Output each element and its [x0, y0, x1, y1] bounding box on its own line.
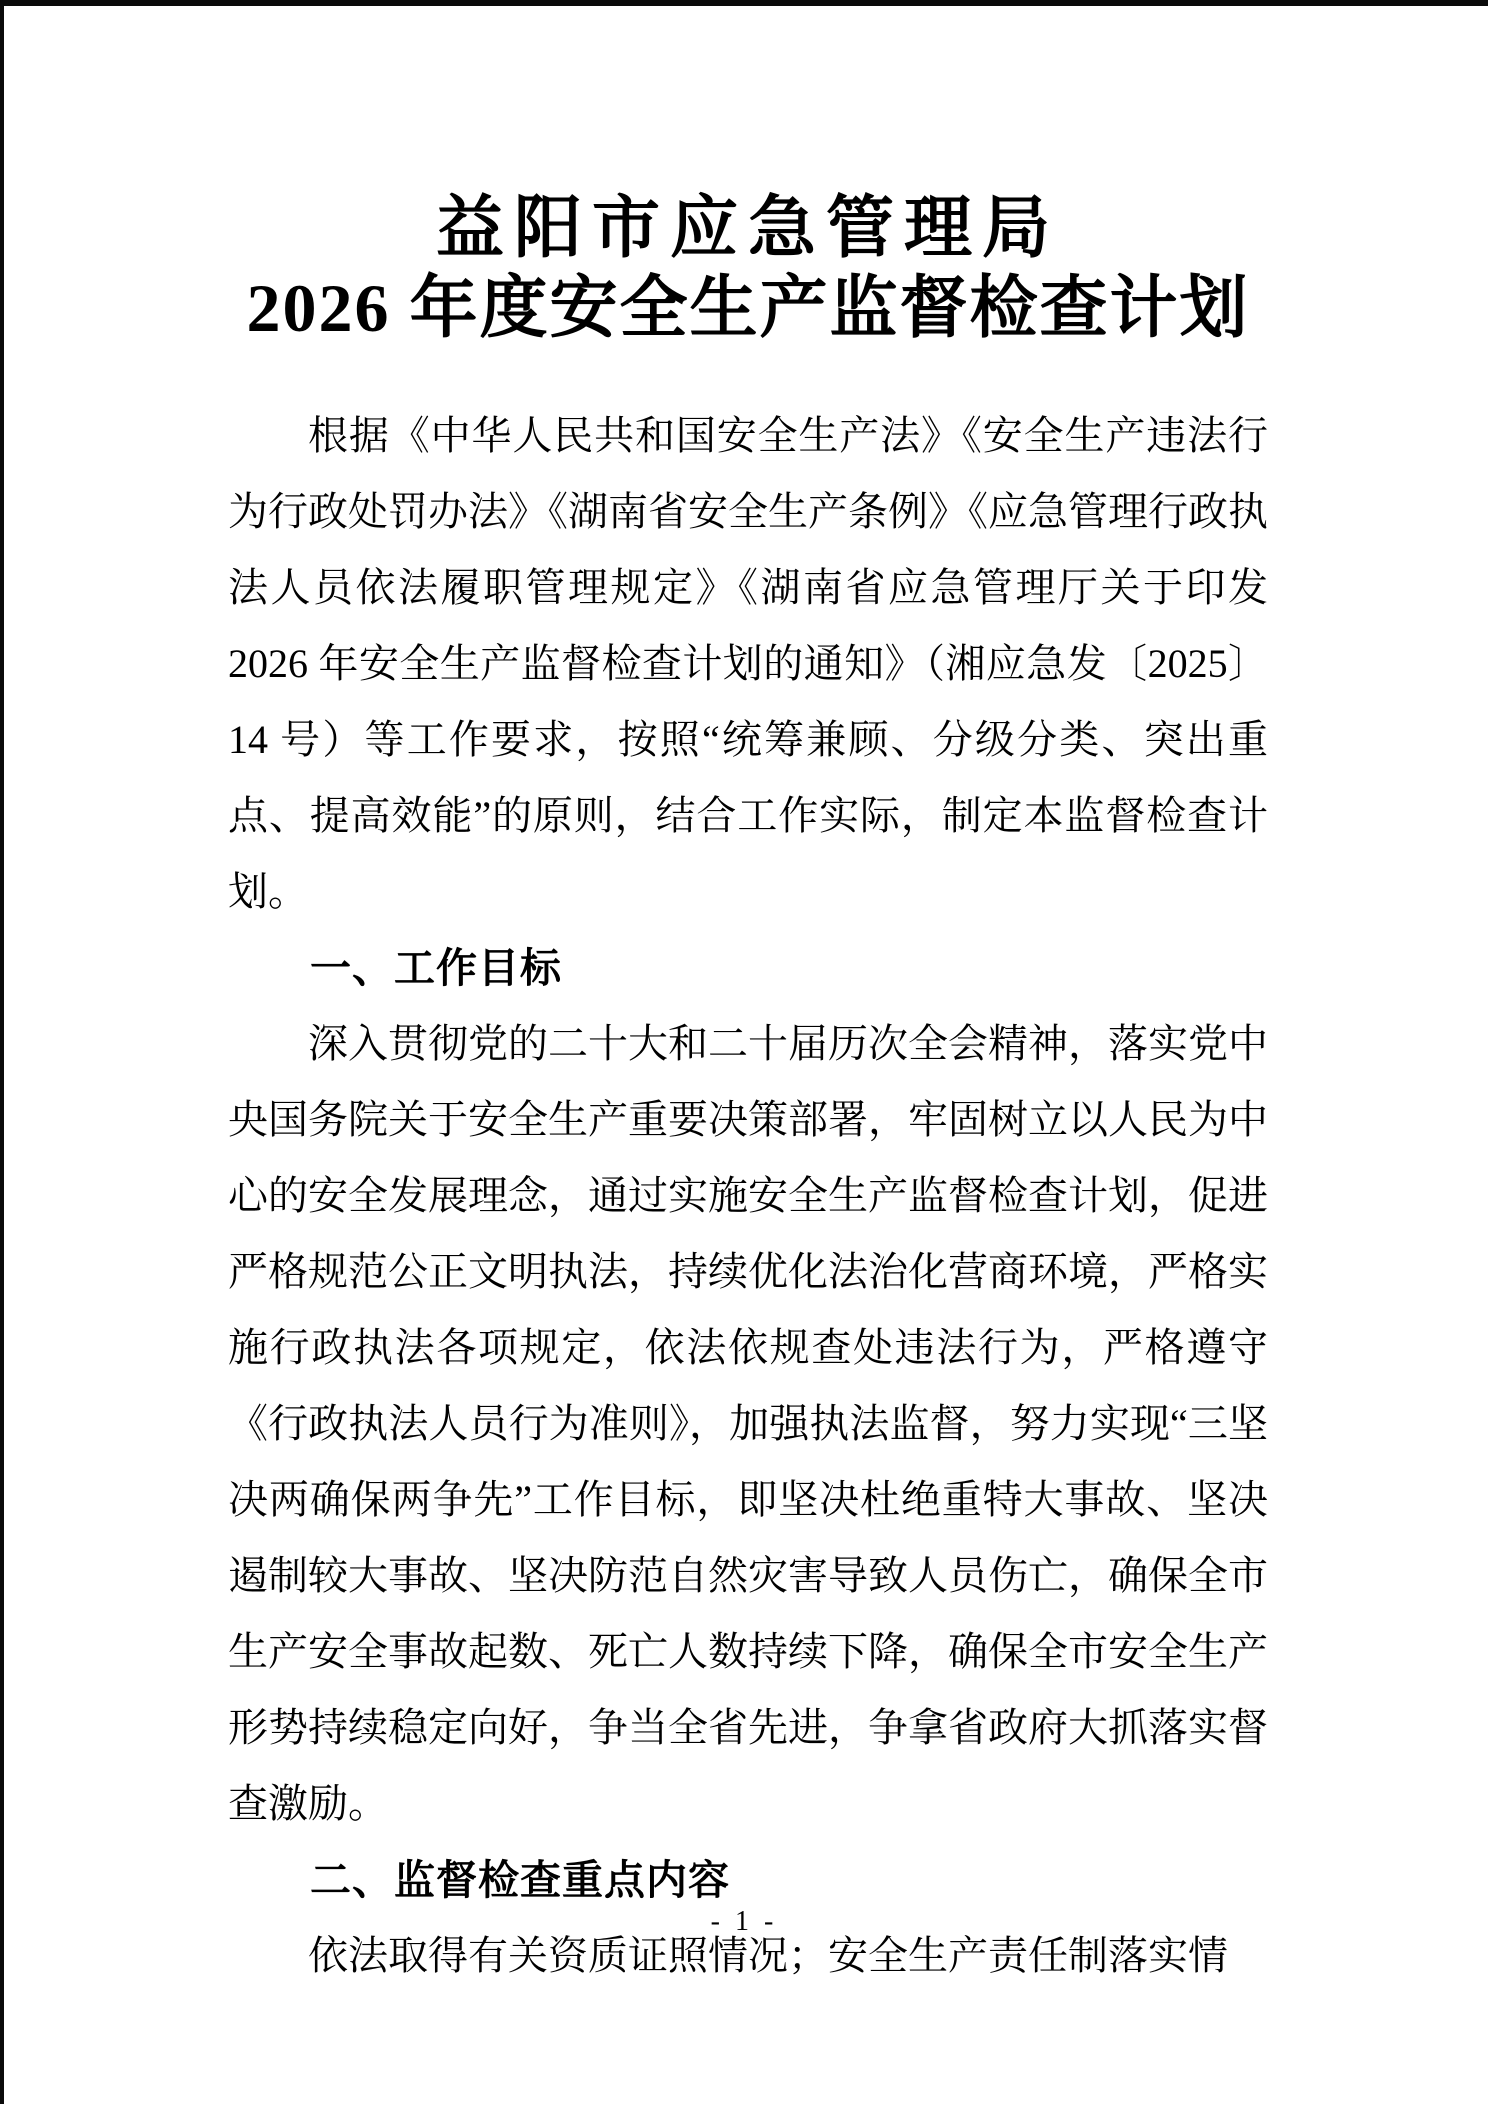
document-body	[228, 398, 1268, 1994]
paragraph: 深入贯彻党的二十大和二十届历次全会精神，落实党中央国务院关于安全生产重要决策部署，牢固树立以人民为中心的安全发展理念，通过实施安全生产监督检查计划，促进严格规范公正文明执法，持续优化法治化营商环境，严格实施行政执法各项规定，依法依规查处违法行为，严格遵守《行政执法人员行为准则》，加强执法监督，努力实现“三坚决两确保两争先”工作目标，即坚决杜绝重特大事故、坚决遏制较大事故、坚决防范自然灾害导致人员伤亡，确保全市生产安全事故起数、死亡人数持续下降，确保全市安全生产形势持续稳定向好，争当全省先进，争拿省政府大抓落实督查激励。	[228, 1021, 1268, 1826]
paragraph: 根据《中华人民共和国安全生产法》《安全生产违法行为行政处罚办法》《湖南省安全生产条例》《应急管理行政执法人员依法履职管理规定》《湖南省应急管理厅关于印发 2026 年安全生产监督检查计划的通知》（湘应急发〔2025〕14 号）等工作要求，按照“统筹兼顾、分级分类、突出重点、提高效能”的原则，结合工作实际，制定本监督检查计划。	[228, 413, 1268, 914]
document-title	[228, 188, 1268, 348]
page-number: - 1 -	[710, 1906, 778, 1937]
section-heading: 一、工作目标	[310, 945, 562, 991]
scan-border-left	[0, 0, 4, 2104]
document-content	[228, 0, 1268, 1994]
section-heading: 二、监督检查重点内容	[310, 1857, 730, 1903]
paragraph: 依法取得有关资质证照情况；安全生产责任制落实情	[308, 1933, 1228, 1978]
document-title-line-2: 2026 年度安全生产监督检查计划	[246, 270, 1250, 346]
document-title-line-1: 益阳市应急管理局	[435, 190, 1060, 266]
